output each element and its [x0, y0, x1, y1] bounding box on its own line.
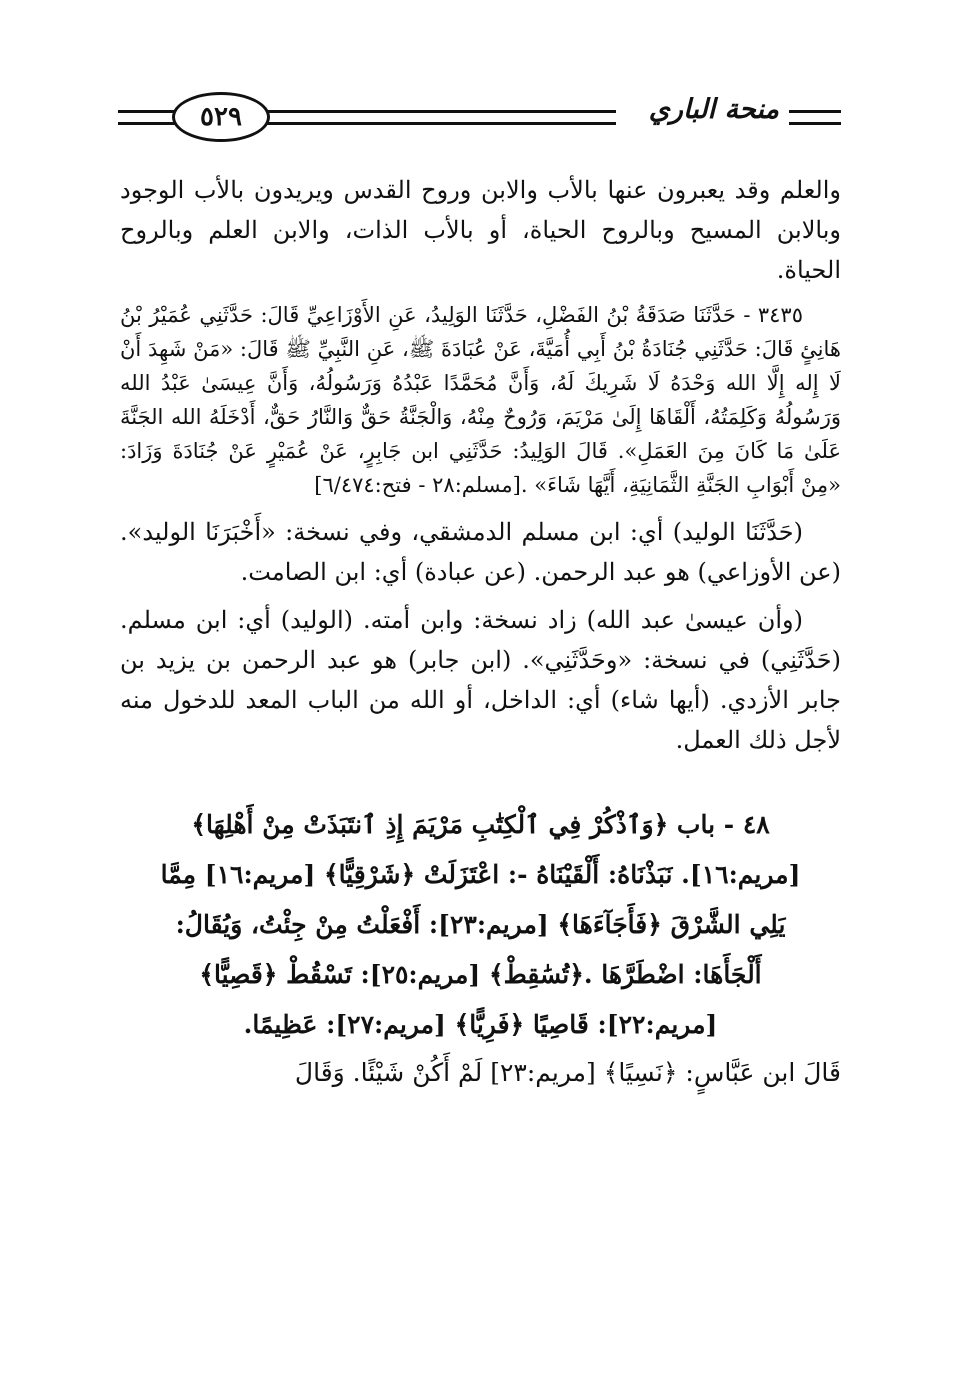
hadith-text: ٣٤٣٥ - حَدَّثَنَا صَدَقَةُ بْنُ الفَضْلِ، حَدَّثَنَا الوَلِيدُ، عَنِ الأَوْزَاعِيِّ قَالَ: حَدَّثَنِي عُمَيْرُ بْنُ هَانِئٍ قَالَ: حَدَّثَنِي جُنَادَةُ بْنُ أَبِي أُمَيَّةَ، عَنْ عُبَادَةَ ﷺ، عَنِ النَّبِيِّ ﷺ قَالَ: «مَنْ شَهِدَ أَنْ لَا إِله إِلَّا الله وَحْدَهُ لَا شَرِيكَ لَهُ، وَأَنَّ مُحَمَّدًا عَبْدُهُ وَرَسُولُهُ، وَأَنَّ عِيسَىٰ عَبْدُ الله وَرَسُولُهُ وَكَلِمَتُهُ، أَلْقَاهَا إِلَىٰ مَرْيَمَ، وَرُوحٌ مِنْهُ، وَالْجَنَّةُ حَقٌّ وَالنَّارُ حَقٌّ، أَدْخَلَهُ الله الجَنَّةَ عَلَىٰ مَا كَانَ مِنَ العَمَلِ». قَالَ الوَلِيدُ: حَدَّثَنِي ابن جَابِرٍ، عَنْ عُمَيْرٍ عَنْ جُنَادَةَ وَزَادَ: «مِنْ أَبْوَابِ الجَنَّةِ الثَّمَانِيَةِ، أَيَّهَا شَاءَ» .[مسلم:٢٨ - فتح:٦/٤٧٤] — [120, 303, 841, 497]
page-header — [118, 88, 841, 144]
page-body — [120, 170, 841, 1096]
chapter-line-3: يَلِي الشَّرْقَ ﴿فَأَجَآءَهَا﴾ [مريم:٢٣]: أَفْعَلْتُ مِنْ جِئْتُ، وَيُقَالُ: — [175, 910, 786, 939]
running-title: منحة الباري — [648, 94, 779, 125]
chapter-line-2: [مريم:١٦]. نَبَذْنَاهُ: أَلْقَيْنَاهُ -: اعْتَزَلَتْ ﴿شَرْقِيًّا﴾ [مريم:١٦] مِمَّا — [160, 860, 801, 889]
paragraph-2: (حَدَّثَنَا الوليد) أي: ابن مسلم الدمشقي، وفي نسخة: «أَخْبَرَنَا الوليد». (عن الأوزاعي) هو عبد الرحمن. (عن عبادة) أي: ابن الصامت. — [120, 518, 841, 586]
header-rule-left — [118, 110, 178, 125]
chapter-line-1: ٤٨ - باب ﴿وَٱذْكُرْ فِي ٱلْكِتَٰبِ مَرْيَمَ إِذِ ٱنتَبَذَتْ مِنْ أَهْلِهَا﴾ — [191, 810, 770, 839]
paragraph-3: (وأن عيسىٰ عبد الله) زاد نسخة: وابن أمته. (الوليد) أي: ابن مسلم. (حَدَّثَنِي) في نسخة: «وحَدَّثَنِي». (ابن جابر) هو عبد الرحمن بن يزيد بن جابر الأزدي. (أيها شاء) أي: الداخل، أو الله من الباب المعد للدخول منه لأجل ذلك العمل. — [120, 606, 841, 754]
chapter-line-6: قَالَ ابن عَبَّاسٍ: ﴿نَسِيًا﴾ [مريم:٢٣] لَمْ أَكُنْ شَيْئًا. وَقَالَ — [294, 1058, 841, 1087]
header-rule-right — [789, 110, 841, 125]
chapter-heading — [120, 800, 841, 1050]
page-number: ٥٢٩ — [172, 92, 270, 142]
header-rule-middle — [258, 110, 616, 125]
paragraph-1: والعلم وقد يعبرون عنها بالأب والابن وروح القدس ويريدون بالأب الوجود وبالابن المسيح وبالروح الحياة، أو بالأب الذات، والابن العلم وبالروح الحياة. — [120, 176, 841, 284]
chapter-line-5: [مريم:٢٢]: قَاصِيًا ﴿فَرِيًّا﴾ [مريم:٢٧]: عَظِيمًا. — [243, 1010, 718, 1039]
chapter-line-4: أَلْجَأَهَا: اضْطَرَّهَا .﴿تُسَٰقِطْ﴾ [مريم:٢٥]: تَسْقُطْ ﴿قَصِيًّا﴾ — [199, 960, 762, 989]
